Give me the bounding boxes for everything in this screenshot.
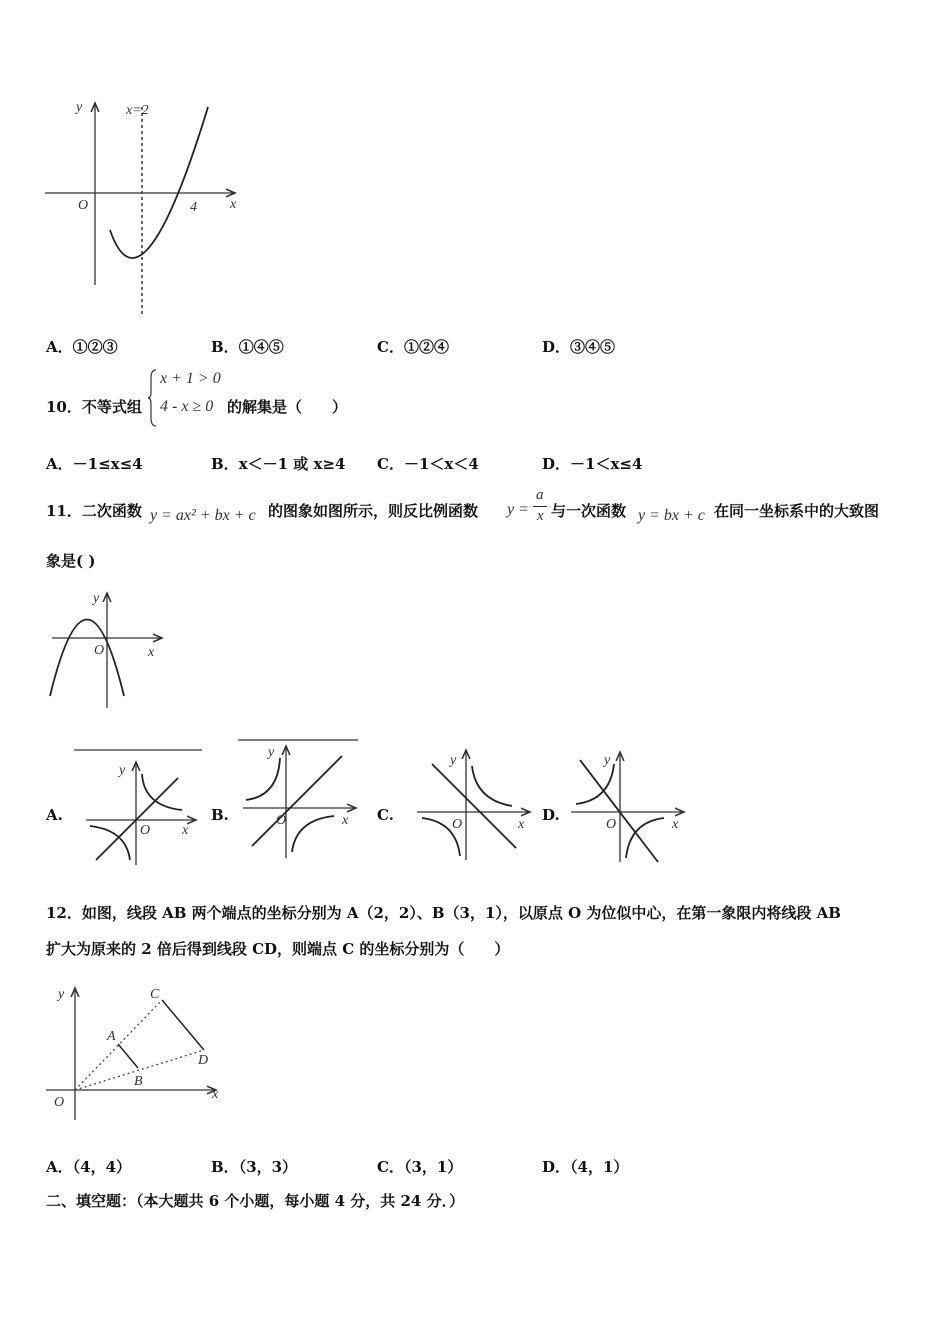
q9-option-d[interactable]: D．③④⑤ <box>542 338 616 356</box>
q12-option-d[interactable]: D．（4，1） <box>542 1158 629 1176</box>
q10-option-c[interactable]: C．－1＜x＜4 <box>377 455 479 473</box>
x-label: x <box>212 1087 219 1102</box>
q11-line2: 象是( ) <box>46 552 96 570</box>
point-d-label: D <box>198 1053 209 1068</box>
y-label: y <box>76 100 83 115</box>
x-label: x <box>148 645 155 660</box>
point-a-label: A <box>107 1029 116 1044</box>
svg-text:x: x <box>182 823 189 838</box>
q11-option-d-graph[interactable] <box>566 748 696 868</box>
svg-text:O: O <box>452 817 463 832</box>
q12-similarity-graph <box>44 980 234 1130</box>
svg-text:y: y <box>119 763 126 778</box>
q10-suffix: 的解集是（ ） <box>227 398 348 416</box>
parabola-curve <box>50 620 124 697</box>
q11-quadratic-graph <box>42 588 172 718</box>
svg-text:O: O <box>606 817 617 832</box>
section-2-heading: 二、填空题：（本大题共 6 个小题，每小题 4 分，共 24 分．） <box>46 1192 465 1210</box>
svg-text:x: x <box>672 817 679 832</box>
q11-option-d-label[interactable]: D. <box>542 806 560 824</box>
q9-option-a[interactable]: A．①②③ <box>46 338 118 356</box>
svg-text:y: y <box>268 745 275 760</box>
svg-text:y: y <box>604 753 611 768</box>
svg-text:O: O <box>276 813 287 828</box>
svg-text:O: O <box>140 823 151 838</box>
q11-option-a-graph[interactable] <box>74 750 204 868</box>
q11-option-a-label[interactable]: A. <box>46 806 63 824</box>
q10-option-b[interactable]: B．x＜－1 或 x≥4 <box>211 455 346 473</box>
q10-inequality-2: 4 - x ≥ 0 <box>160 398 214 415</box>
q10-option-d[interactable]: D．－1＜x≤4 <box>542 455 643 473</box>
q11-option-c-label[interactable]: C. <box>377 806 394 824</box>
q10-brace <box>148 368 158 428</box>
q11-func-quadratic: y = ax² + bx + c <box>150 507 256 524</box>
q11-func-linear: y = bx + c <box>638 507 705 524</box>
point-b-label: B <box>134 1074 143 1089</box>
q11-fraction-bar <box>533 506 547 507</box>
q11-mid2: 与一次函数 <box>551 502 627 520</box>
q10-prefix: 10．不等式组 <box>46 398 142 416</box>
q11-option-b-graph[interactable] <box>238 740 368 860</box>
q11-func-inverse-den: x <box>537 508 544 524</box>
q11-option-b-label[interactable]: B. <box>211 806 229 824</box>
segment-ab <box>118 1044 138 1068</box>
svg-text:x: x <box>342 813 349 828</box>
q11-prefix: 11．二次函数 <box>46 502 142 520</box>
q9-option-c[interactable]: C．①②④ <box>377 338 449 356</box>
q12-option-c[interactable]: C．（3，1） <box>377 1158 463 1176</box>
q11-func-inverse-left: y = <box>507 501 529 518</box>
svg-text:x: x <box>518 817 525 832</box>
q12-option-a[interactable]: A．（4，4） <box>46 1158 132 1176</box>
q12-option-b[interactable]: B．（3，3） <box>211 1158 298 1176</box>
q9-option-b[interactable]: B．①④⑤ <box>211 338 284 356</box>
y-label: y <box>58 987 65 1002</box>
x-label: x <box>230 197 237 212</box>
vline-label: x=2 <box>126 103 149 118</box>
point-c-label: C <box>150 987 160 1002</box>
q12-line2: 扩大为原来的 2 倍后得到线段 CD，则端点 C 的坐标分别为（ ） <box>46 940 510 958</box>
q10-option-a[interactable]: A．－1≤x≤4 <box>46 455 143 473</box>
q11-suffix: 在同一坐标系中的大致图 <box>714 502 880 520</box>
origin-label: O <box>94 643 105 658</box>
q11-mid1: 的图象如图所示，则反比例函数 <box>268 502 479 520</box>
q12-line1: 12．如图，线段 AB 两个端点的坐标分别为 A（2，2）、B（3，1），以原点 O 为位似中心，在第一象限内将线段 AB <box>46 904 841 922</box>
y-label: y <box>93 591 100 606</box>
segment-cd <box>162 1000 204 1050</box>
origin-label: O <box>54 1095 65 1110</box>
q11-option-c-graph[interactable] <box>412 748 542 868</box>
q9-parabola-graph <box>40 95 280 335</box>
q11-func-inverse-num: a <box>536 487 544 503</box>
parabola-curve <box>110 107 208 258</box>
root-label: 4 <box>190 200 197 215</box>
origin-label: O <box>78 198 89 213</box>
q10-inequality-1: x + 1 > 0 <box>160 370 221 387</box>
svg-text:y: y <box>450 753 457 768</box>
